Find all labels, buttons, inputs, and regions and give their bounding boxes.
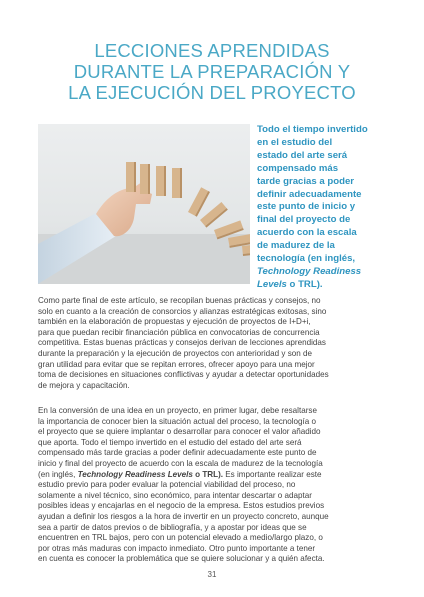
mixed-prefix: (en inglés,	[38, 469, 78, 479]
body-line: posibles ideas y encajarlas en el negocio de la empresa. Estos estudios previos	[38, 501, 325, 511]
mixed-italic-term: Technology Readiness Levels	[77, 469, 193, 479]
body-line	[38, 470, 394, 481]
body-line: solamente a nivel técnico, sino económico, para intentar descartar o adaptar	[38, 490, 312, 500]
body-line: solo en cuanto a la creación de consorcios y alianzas estratégicas exitosas, sino	[38, 306, 327, 316]
body-line: ayudan a definir los riesgos a la hora de invertir en un proyecto concreto, aunque	[38, 511, 329, 521]
body-line: durante la preparación y la ejecución de proyectos con anterioridad y son de	[38, 348, 313, 358]
callout-quote	[257, 124, 393, 292]
body-line: por otras más maduras con impacto inmediato. Otro punto importante a tener	[38, 543, 316, 553]
callout-line	[257, 266, 393, 279]
body-line: en cuenta es conocer la problemática que se quiere solucionar y a quién afecta.	[38, 554, 325, 564]
paragraph-1	[38, 296, 394, 391]
paragraph-2	[38, 406, 394, 565]
callout-line: definir adecuadamente	[257, 188, 362, 200]
callout-line: este punto de inicio y	[257, 201, 356, 213]
title-line: LA EJECUCIÓN DEL PROYECTO	[68, 82, 356, 103]
body-line: el proyecto que se quiere implantar o desarrollar para conocer el valor añadido	[38, 427, 321, 437]
domino-hand-photo	[38, 124, 250, 284]
callout-line	[257, 279, 393, 292]
callout-line: tarde gracias a poder	[257, 175, 355, 187]
mixed-bold-term: o TRL).	[192, 469, 224, 479]
body-line: de mejora y capacitación.	[38, 380, 130, 390]
body-line: gran utilidad para evitar que se repitan errores, ofrecer apoyo para una mejor	[38, 359, 315, 369]
body-line: para que puedan recibir financiación pública en convocatorias de concurrencia	[38, 327, 320, 337]
page-number: 31	[207, 570, 217, 579]
mixed-suffix: Es importante realizar este	[223, 469, 322, 479]
callout-tail: o TRL).	[286, 278, 323, 290]
body-line: En la conversión de una idea en un proyecto, en primer lugar, debe resaltarse	[38, 406, 317, 415]
callout-line: acuerdo con la escala	[257, 227, 357, 239]
page-title	[30, 40, 394, 103]
body-line: que aporta. Todo el tiempo invertido en el estudio del estado del arte será	[38, 437, 302, 447]
callout-line: compensado más	[257, 162, 339, 174]
body-line: inicio y final del proyecto de acuerdo con la escala de madurez de la tecnología	[38, 458, 323, 468]
callout-line: en el estudio del	[257, 136, 333, 148]
domino-hand-illustration	[38, 124, 250, 284]
title-line: DURANTE LA PREPARACIÓN Y	[73, 61, 351, 82]
body-line: Como parte final de este artículo, se recopilan buenas prácticas y consejos, no	[38, 296, 321, 305]
callout-line: de madurez de la	[257, 240, 335, 252]
body-line: compensado más tarde gracias a poder definir adecuadamente este punto de	[38, 448, 317, 458]
callout-italic-term: Levels	[257, 278, 287, 290]
body-line: encuentren en TRL bajos, pero con un potencial elevado a medio/largo plazo, o	[38, 533, 323, 543]
body-line: sea a partir de datos previos o de bibliografía, y a apostar por ideas que se	[38, 522, 307, 532]
body-line: estudio previo para poder evaluar la potencial viabilidad del proceso, no	[38, 480, 296, 490]
callout-italic-term: Technology Readiness	[257, 265, 362, 277]
body-line: también en la elaboración de propuestas y ejecución de proyectos de I+D+i,	[38, 317, 311, 327]
callout-line: tecnología (en inglés,	[257, 253, 356, 265]
body-line: toma de decisiones en situaciones conflictivas y ayudar a detectar oportunidades	[38, 370, 329, 380]
callout-line: final del proyecto de	[257, 214, 351, 226]
title-line: LECCIONES APRENDIDAS	[94, 40, 330, 61]
callout-line: estado del arte será	[257, 149, 348, 161]
callout-line: Todo el tiempo invertido	[257, 124, 368, 135]
body-line: la importancia de conocer bien la situación actual del proceso, la tecnología o	[38, 416, 317, 426]
body-line: competitiva. Estas buenas prácticas y consejos derivan de lecciones aprendidas	[38, 338, 326, 348]
